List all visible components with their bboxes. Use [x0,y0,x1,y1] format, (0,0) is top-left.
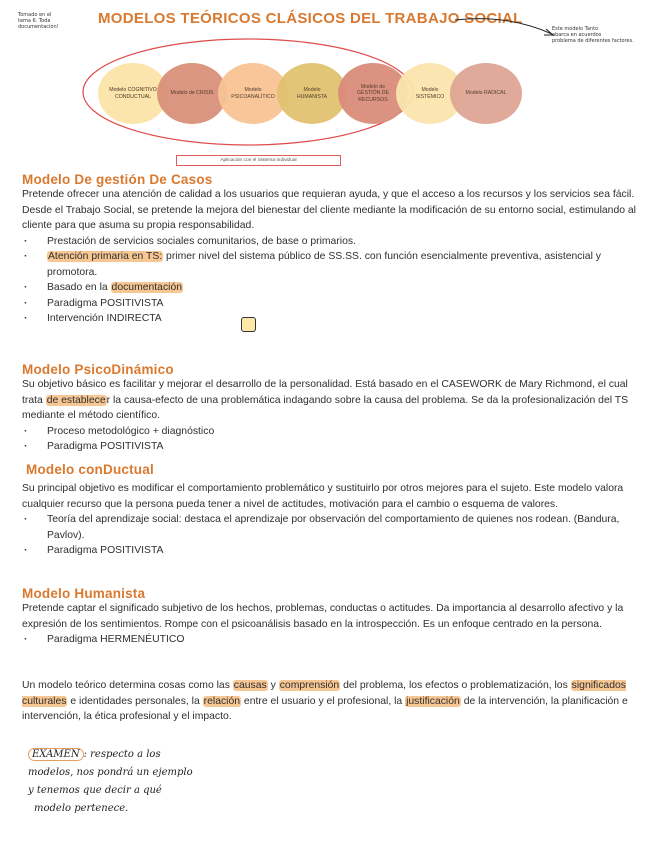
list-item: · Proceso metodológico + diagnóstico [22,424,644,440]
bullet-list [22,424,644,455]
circle-label: Modelo RADICAL [465,90,507,97]
text: r la causa-efecto de una problemática indagando sobre la causa del problema. Se da la profesionalización del TS mediante el método científico. [22,394,629,421]
list-item: · Paradigma POSITIVISTA [22,543,644,559]
note-line: problema de diferentes factores. [552,38,634,44]
note-line: Este modelo Tanto [552,26,599,32]
text: del problema, los efectos o problematización, los [340,680,571,691]
list-item: · Teoría del aprendizaje social: destaca el aprendizaje por observación del comportamiento de quienes nos rodean. (Bandura, Pavlov). [22,512,644,543]
highlight: documentación [111,282,183,293]
list-text: primer nivel del sistema público de SS.SS. con función esencialmente preventiva, asistencial y promotora. [47,251,601,278]
paragraph: Pretende ofrecer una atención de calidad a los usuarios que requieran ayuda, y que el acceso a los recursos y los servicios sea fácil. [22,189,635,200]
highlight: justificación [406,695,460,707]
summary-paragraph [22,678,646,725]
bullet-list [22,632,644,648]
list-item: · Paradigma HERMENÉUTICO [22,632,644,648]
section-heading: Modelo conDuctual [26,462,154,477]
text: Un modelo teórico determina cosas como las [22,680,233,691]
list-item: · Paradigma POSITIVISTA [22,439,644,455]
exam-line [28,746,288,764]
highlight: comprensión [279,680,340,691]
section-conductual [22,462,644,559]
section-gestion-casos [22,172,644,327]
note-line: abarca en acuerdos [552,32,602,38]
circle-label: Modelo HUMANISTA [296,87,328,100]
exam-line: y tenemos que decir a qué [28,785,162,796]
circle-radical [450,63,522,124]
text: e identidades personales, la [67,695,203,707]
note-line: Tomado en el [18,12,52,18]
text: y [267,680,279,691]
exam-label: EXAMEN [28,748,84,761]
paragraph: Pretende captar el significado subjetivo de los hechos, problemas, conductas o actitudes. Da importancia al desarrollo afectivo y la expresión de los sentimientos. Rompe con el psicoanálisis basado en la introspección. Es un enfoque centrado en la persona. [22,603,624,630]
bullet-list [22,512,644,559]
bullet-list [22,234,644,327]
note-line: documentación! [18,24,59,30]
circle-humanista [277,63,347,124]
exam-line: modelos, nos pondrá un ejemplo [28,767,193,778]
list-item [22,280,644,296]
note-line: tema 6. Toda [18,18,51,24]
text: de la intervención, la planificación e intervención, la ética profesional y el impacto. [22,695,628,722]
list-item: · Intervención INDIRECTA [22,311,644,327]
highlight: Atención primaria en TS: [48,251,163,262]
circle-label: Modelo COGNITIVO CONDUCTUAL [109,87,157,100]
section-heading: Modelo PsicoDinámico [22,362,174,377]
text: : respecto a los [83,749,161,760]
highlight: relación [203,695,241,707]
exam-note [28,746,288,818]
exam-line: modelo pertenece. [34,803,129,814]
list-item: · Prestación de servicios sociales comunitarios, de base o primarios. [22,234,644,250]
circle-label: Modelo PSICOANALÍTICO [231,87,275,100]
text: Su objetivo básico es facilitar y mejorar el desarrollo de la personalidad. Está basado en el CASEWORK de Mary Richmond, el cual trata [22,379,628,406]
list-text: Basado en la [47,282,111,293]
section-heading: Modelo De gestión De Casos [22,172,213,187]
paragraph [22,377,644,424]
paragraph: Su principal objetivo es modificar el comportamiento problemático y sustituirlo por otros mejores para el sujeto. Este modelo valora cualquier recurso que la persona pueda tener a nivel de actitudes, motivación para el cambio o esquema de valores. [22,483,624,510]
highlight: causas [233,680,267,691]
sticky-note-icon [241,317,256,332]
list-item: · Paradigma POSITIVISTA [22,296,644,312]
diagram-caption: Aplicación con el Sistema Individual [176,155,341,166]
circle-label: Modelo de CRISIS [170,90,214,97]
circle-label: Modelo de GESTIÓN DE RECURSOS [357,83,389,103]
highlight: de establece [46,394,106,406]
section-heading: Modelo Humanista [22,586,146,601]
section-humanista [22,586,644,648]
page-title: MODELOS TEÓRICOS CLÁSICOS DEL TRABAJO SOCIAL [98,10,523,27]
section-psicodinamico [22,362,644,455]
models-diagram [0,0,656,170]
circle-label: Modelo SISTÉMICO [415,87,445,100]
highlight: significados culturales [22,680,626,707]
text: entre el usuario y el profesional, la [241,695,406,707]
list-item [22,249,644,280]
circle-crisis [157,63,227,124]
paragraph: Desde el Trabajo Social, se pretende la mejora del bienestar del cliente mediante la modificación de su entorno social, estimulando al cliente para que asuma su propia responsabilidad. [22,204,636,231]
